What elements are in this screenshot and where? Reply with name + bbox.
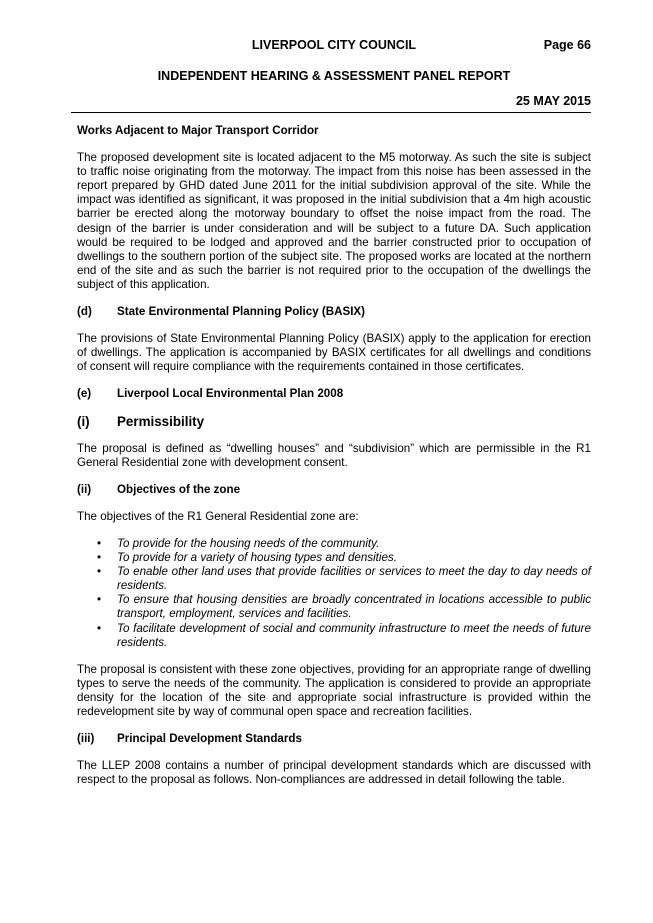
report-title: INDEPENDENT HEARING & ASSESSMENT PANEL REPORT [157, 69, 511, 83]
council-name: LIVERPOOL CITY COUNCIL [251, 38, 417, 52]
paragraph-permissibility: The proposal is defined as “dwelling houses” and “subdivision” which are permissible in the R1 General Residential zone with development consent. [77, 441, 591, 469]
section-number: (e) [77, 387, 92, 401]
heading-objectives [77, 483, 591, 497]
list-item: • To facilitate development of social and community infrastructure to meet the needs of future residents. [97, 621, 591, 649]
section-title: Liverpool Local Environmental Plan 2008 [117, 387, 344, 401]
document-body [77, 124, 591, 787]
paragraph-standards: The LLEP 2008 contains a number of principal development standards which are discussed with respect to the proposal as follows. Non-compliances are addressed in detail following the table. [77, 759, 591, 787]
paragraph-transport: The proposed development site is located adjacent to the M5 motorway. As such the site is subject to traffic noise originating from the motorway. The impact from this noise has been assessed in the report prepared by GHD dated June 2011 for the initial subdivision approval of the site. While the impact was identified as significant, it was proposed in the initial subdivision that a 4m high acoustic barrier be erected along the motorway boundary to offset the noise impact from the road. The design of the barrier is under consideration and will be subject to a future DA. Such application would be required to be lodged and approved and the barrier constructed prior to occupation of dwellings to the southern portion of the subject site. The proposed works are located at the northern end of the site and as such the barrier is not required prior to the occupation of the dwellings the subject of this application. [77, 151, 591, 291]
section-title: Principal Development Standards [117, 732, 302, 746]
list-item: • To enable other land uses that provide facilities or services to meet the day to day needs of residents. [97, 565, 591, 593]
report-date: 25 MAY 2015 [515, 94, 591, 108]
paragraph-objectives-intro: The objectives of the R1 General Residential zone are: [77, 509, 359, 523]
page-number: Page 66 [543, 38, 591, 52]
heading-standards [77, 732, 591, 746]
list-item: • To ensure that housing densities are broadly concentrated in locations accessible to public transport, employment, services and facilities. [97, 593, 591, 621]
heading-basix [77, 305, 591, 319]
heading-permissibility [77, 415, 591, 429]
section-number: (iii) [77, 732, 95, 746]
section-title: State Environmental Planning Policy (BASIX) [117, 305, 366, 319]
heading-llep [77, 387, 591, 401]
heading-transport: Works Adjacent to Major Transport Corridor [77, 124, 319, 137]
section-number: (ii) [77, 482, 92, 496]
header-line [77, 38, 591, 54]
section-number: (i) [77, 413, 90, 429]
list-item: • To provide for a variety of housing types and densities. [97, 551, 397, 565]
objectives-list [77, 537, 591, 650]
section-title: Permissibility [117, 413, 205, 429]
section-title: Objectives of the zone [117, 482, 241, 496]
paragraph-basix: The provisions of State Environmental Planning Policy (BASIX) apply to the application for erection of dwellings. The application is accompanied by BASIX certificates for all dwellings and conditions of consent will require compliance with the requirements contained in those certificates. [77, 332, 591, 374]
list-item: • To provide for the housing needs of the community. [97, 536, 380, 550]
section-number: (d) [77, 305, 92, 319]
header-divider [71, 112, 591, 113]
paragraph-objectives-consistency: The proposal is consistent with these zone objectives, providing for an appropriate range of dwelling types to serve the needs of the community. The application is considered to provide an appropriate density for the location of the site and appropriate social infrastructure is provided within the redevelopment site by way of communal open space and recreation facilities. [77, 662, 591, 718]
